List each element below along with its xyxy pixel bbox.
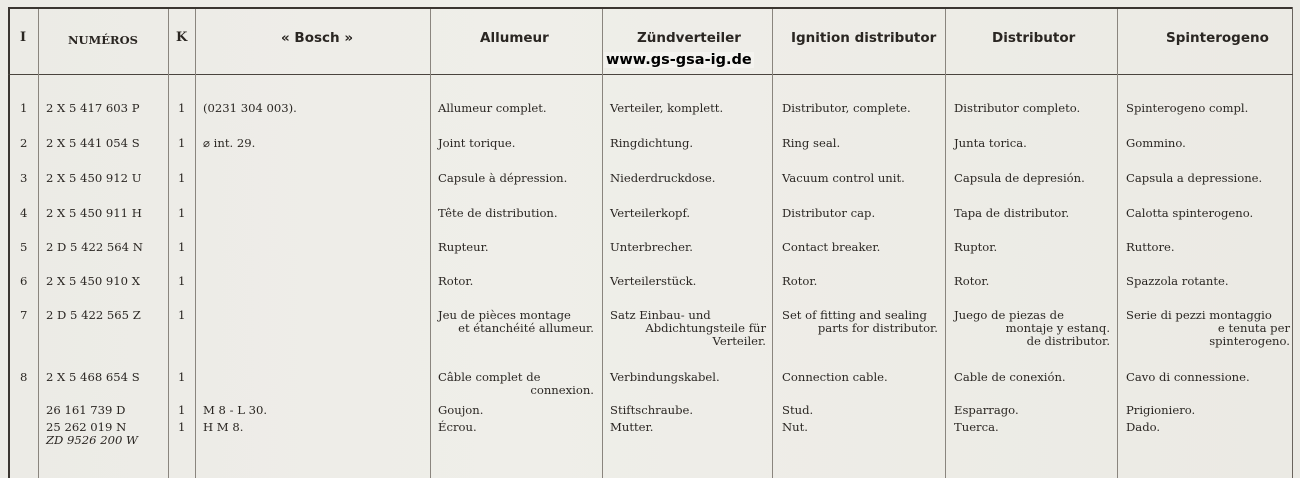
header-divider	[8, 74, 1293, 75]
row-index: 8	[20, 370, 28, 384]
part-number: 2 X 5 441 054 S	[46, 136, 140, 150]
description-german: Ringdichtung.	[610, 136, 694, 150]
bosch-reference: M 8 - L 30.	[203, 403, 268, 417]
bosch-reference: (0231 304 003).	[203, 101, 297, 115]
description-french: Goujon.	[438, 403, 484, 417]
description-french: Rotor.	[438, 274, 474, 288]
description-french: Joint torique.	[438, 136, 516, 150]
row-index: 7	[20, 308, 28, 322]
description-spanish: Ruptor.	[954, 240, 998, 254]
description-italian: Cavo di connessione.	[1126, 370, 1250, 384]
column-divider	[38, 9, 39, 478]
watermark-url[interactable]: www.gs-gsa-ig.de	[606, 52, 752, 68]
quantity-k: 1	[178, 420, 186, 434]
description-english: Distributor, complete.	[782, 101, 911, 115]
row-index: 2	[20, 136, 28, 150]
description-german: Verbindungskabel.	[610, 370, 720, 384]
part-number: 2 D 5 422 565 Z	[46, 308, 141, 322]
description-italian: Serie di pezzi montaggio	[1126, 308, 1272, 322]
description-spanish: Cable de conexión.	[954, 370, 1066, 384]
description-french: Allumeur complet.	[438, 101, 547, 115]
description-english: Stud.	[782, 403, 814, 417]
description-german: Abdichtungsteile für	[645, 321, 766, 335]
description-spanish: Distributor completo.	[954, 101, 1081, 115]
description-french: Écrou.	[438, 420, 477, 434]
description-italian: e tenuta per	[1217, 321, 1290, 335]
description-english: Nut.	[782, 420, 808, 434]
description-spanish: montaje y estanq.	[1005, 321, 1110, 335]
description-german: Mutter.	[610, 420, 654, 434]
description-italian: Spinterogeno compl.	[1126, 101, 1249, 115]
description-english: parts for distributor.	[817, 321, 938, 335]
header-german: Zündverteiler	[637, 30, 741, 46]
column-divider	[430, 9, 431, 478]
part-number: 26 161 739 D	[46, 403, 126, 417]
description-french: et étanchéité allumeur.	[458, 321, 594, 335]
description-italian: Prigioniero.	[1126, 403, 1196, 417]
description-english: Contact breaker.	[782, 240, 881, 254]
description-german: Unterbrecher.	[610, 240, 693, 254]
description-spanish: Juego de piezas de	[954, 308, 1064, 322]
part-number: ZD 9526 200 W	[46, 433, 138, 447]
quantity-k: 1	[178, 403, 186, 417]
description-german: Verteiler.	[712, 334, 766, 348]
quantity-k: 1	[178, 240, 186, 254]
header-french: Allumeur	[480, 30, 549, 46]
part-number: 25 262 019 N	[46, 420, 127, 434]
description-italian: Calotta spinterogeno.	[1126, 206, 1254, 220]
bosch-reference: ⌀ int. 29.	[203, 136, 256, 150]
header-bosch: « Bosch »	[281, 30, 354, 46]
description-italian: Spazzola rotante.	[1126, 274, 1229, 288]
quantity-k: 1	[178, 101, 186, 115]
description-spanish: Junta torica.	[954, 136, 1027, 150]
part-number: 2 X 5 468 654 S	[46, 370, 140, 384]
description-german: Verteiler, komplett.	[610, 101, 724, 115]
description-italian: spinterogeno.	[1209, 334, 1290, 348]
description-english: Ring seal.	[782, 136, 841, 150]
quantity-k: 1	[178, 206, 186, 220]
quantity-k: 1	[178, 171, 186, 185]
description-italian: Gommino.	[1126, 136, 1186, 150]
description-french: Tête de distribution.	[438, 206, 558, 220]
description-english: Distributor cap.	[782, 206, 876, 220]
header-italian: Spinterogeno	[1166, 30, 1269, 46]
description-french: Capsule à dépression.	[438, 171, 568, 185]
description-spanish: Capsula de depresión.	[954, 171, 1085, 185]
description-french: Rupteur.	[438, 240, 489, 254]
row-index: 1	[20, 101, 28, 115]
header-k: K	[176, 30, 188, 45]
column-divider	[772, 9, 773, 478]
description-italian: Ruttore.	[1126, 240, 1175, 254]
table-top-border	[8, 7, 1293, 9]
description-german: Verteilerstück.	[610, 274, 697, 288]
column-divider	[1117, 9, 1118, 478]
description-spanish: Esparrago.	[954, 403, 1019, 417]
description-italian: Capsula a depressione.	[1126, 171, 1263, 185]
part-number: 2 X 5 417 603 P	[46, 101, 140, 115]
column-divider	[945, 9, 946, 478]
description-german: Verteilerkopf.	[610, 206, 691, 220]
row-index: 4	[20, 206, 28, 220]
header-index: I	[20, 30, 27, 45]
description-english: Connection cable.	[782, 370, 888, 384]
column-divider	[168, 9, 169, 478]
description-spanish: Rotor.	[954, 274, 990, 288]
description-french: Jeu de pièces montage	[438, 308, 571, 322]
description-spanish: Tuerca.	[954, 420, 999, 434]
description-french: connexion.	[530, 383, 594, 397]
description-spanish: de distributor.	[1026, 334, 1110, 348]
quantity-k: 1	[178, 308, 186, 322]
description-english: Vacuum control unit.	[782, 171, 905, 185]
table-right-border	[1292, 7, 1293, 478]
header-numeros: NUMÉROS	[68, 33, 138, 47]
description-italian: Dado.	[1126, 420, 1161, 434]
part-number: 2 X 5 450 912 U	[46, 171, 142, 185]
column-divider	[602, 9, 603, 478]
row-index: 3	[20, 171, 28, 185]
description-german: Stiftschraube.	[610, 403, 694, 417]
description-english: Set of fitting and sealing	[782, 308, 927, 322]
description-german: Niederdruckdose.	[610, 171, 716, 185]
bosch-reference: H M 8.	[203, 420, 244, 434]
description-spanish: Tapa de distributor.	[954, 206, 1070, 220]
part-number: 2 X 5 450 911 H	[46, 206, 142, 220]
description-french: Câble complet de	[438, 370, 541, 384]
description-german: Satz Einbau- und	[610, 308, 711, 322]
row-index: 6	[20, 274, 28, 288]
description-english: Rotor.	[782, 274, 818, 288]
quantity-k: 1	[178, 370, 186, 384]
header-english: Ignition distributor	[791, 30, 937, 46]
header-spanish: Distributor	[992, 30, 1076, 46]
quantity-k: 1	[178, 274, 186, 288]
row-index: 5	[20, 240, 28, 254]
part-number: 2 D 5 422 564 N	[46, 240, 143, 254]
quantity-k: 1	[178, 136, 186, 150]
part-number: 2 X 5 450 910 X	[46, 274, 140, 288]
table-left-border	[8, 7, 10, 478]
column-divider	[195, 9, 196, 478]
